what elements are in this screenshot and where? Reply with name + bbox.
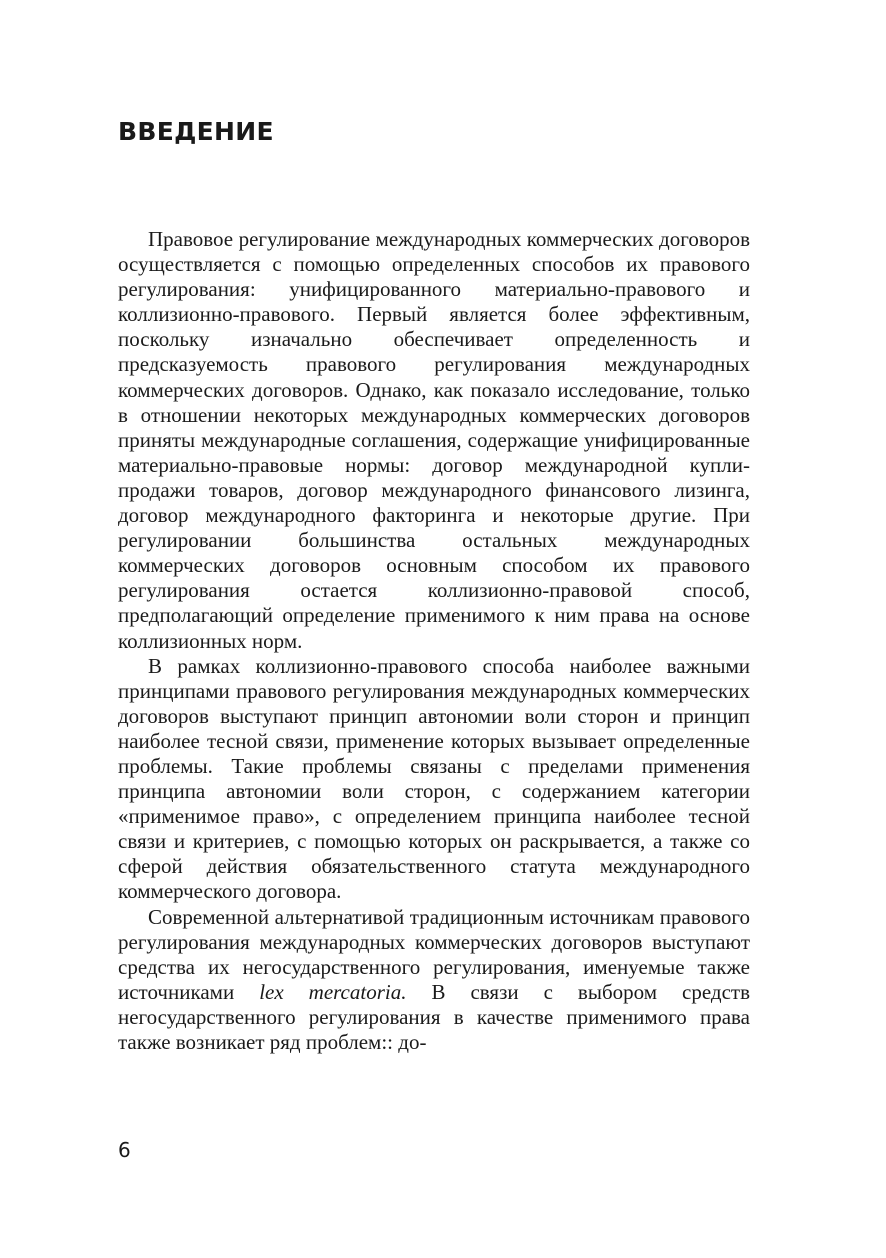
paragraph-1: Правовое регулирование международных коммерческих договоров осуществляется с помощью определенных способов их правового регулирования: унифицированного материально-правового и коллизионно-правового. Первый является более эффективным, поскольку изначально обеспечивает определенность и предсказуемость правового регулирования международных коммерческих договоров. Однако, как показало исследование, только в отношении некоторых международных коммерческих договоров приняты международные соглашения, содержащие унифицированные материально-правовые нормы: договор международной купли-продажи товаров, договор международного финансового лизинга, договор международного факторинга и некоторые другие. При регулировании большинства остальных международных коммерческих договоров основным способом их правового регулирования остается коллизионно-правовой способ, предполагающий определение применимого к ним права на основе коллизионных норм. xyxy=(118,227,750,653)
paragraph-3-text-before: Современной альтернативой традиционным источникам правового регулирования международных коммерческих договоров выступают средства их негосударственного регулирования, именуемые также источниками xyxy=(118,904,750,1004)
body-text xyxy=(118,227,750,1055)
paragraph-2: В рамках коллизионно-правового способа наиболее важными принципами правового регулирования международных коммерческих договоров выступают принцип автономии воли сторон и принцип наиболее тесной связи, применение которых вызывает определенные проблемы. Такие проблемы связаны с пределами применения принципа автономии воли сторон, с содержанием категории «применимое право», с определением принципа наиболее тесной связи и критериев, с помощью которых он раскрывается, а также со сферой действия обязательственного статута международного коммерческого договора. xyxy=(118,653,750,904)
chapter-heading: ВВЕДЕНИЕ xyxy=(118,117,274,146)
paragraph-3 xyxy=(118,905,750,1056)
paragraph-3-italic-term: lex mercatoria. xyxy=(259,979,407,1004)
page-number: 6 xyxy=(118,1138,131,1162)
paragraph-3-text-after: В связи с выбором средств негосударственного регулирования в качестве применимого права также возникает ряд проблем:: до- xyxy=(118,979,750,1054)
